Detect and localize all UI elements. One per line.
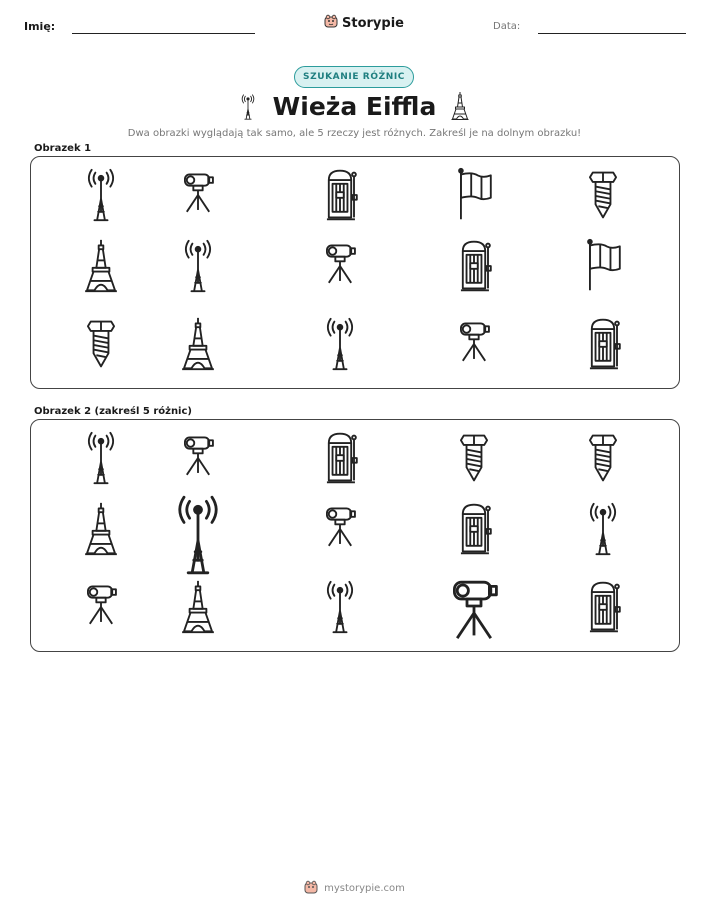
p2-antenna-icon[interactable]	[584, 501, 622, 557]
p1-flag-icon	[584, 238, 622, 294]
p2-antenna-icon[interactable]	[82, 430, 120, 486]
p2-level-icon[interactable]	[446, 571, 502, 655]
p2-cabinet-icon[interactable]	[455, 501, 493, 557]
p1-level-icon	[179, 167, 217, 223]
page-title: Wieża Eiffla	[272, 92, 437, 121]
p1-screw-icon	[584, 167, 622, 223]
storypie-mascot-icon	[324, 14, 338, 32]
panel2-label: Obrazek 2 (zakreśl 5 różnic)	[34, 406, 192, 417]
p1-antenna-icon	[179, 238, 217, 294]
p2-level-icon[interactable]	[321, 501, 359, 557]
name-label: Imię:	[24, 20, 56, 33]
brand-logo	[324, 14, 404, 32]
panel1-picture	[30, 156, 680, 389]
storypie-mascot-icon	[304, 880, 318, 897]
date-line[interactable]	[538, 33, 686, 34]
p2-antenna-icon[interactable]	[170, 493, 226, 577]
p1-eiffel-icon	[179, 316, 217, 372]
p2-screw-icon[interactable]	[584, 430, 622, 486]
p1-antenna-icon	[82, 167, 120, 223]
p1-level-icon	[321, 238, 359, 294]
p1-cabinet-icon	[455, 238, 493, 294]
p1-cabinet-icon	[321, 167, 359, 223]
footer	[0, 880, 709, 897]
p2-level-icon[interactable]	[179, 430, 217, 486]
p1-level-icon	[455, 316, 493, 372]
activity-badge: SZUKANIE RÓŻNIC	[294, 66, 414, 88]
panel1-label: Obrazek 1	[34, 143, 92, 154]
brand-name: Storypie	[342, 15, 404, 31]
p2-screw-icon[interactable]	[455, 430, 493, 486]
p2-eiffel-icon[interactable]	[82, 501, 120, 557]
footer-url[interactable]: mystorypie.com	[324, 883, 405, 894]
instructions: Dwa obrazki wyglądają tak samo, ale 5 rzeczy jest różnych. Zakreśl je na dolnym obrazku!	[127, 128, 582, 139]
name-line[interactable]	[72, 33, 255, 34]
title-right-eiffel-icon	[449, 91, 471, 125]
p2-eiffel-icon[interactable]	[179, 579, 217, 635]
p2-level-icon[interactable]	[82, 579, 120, 635]
p1-antenna-icon	[321, 316, 359, 372]
date-label: Data:	[493, 21, 521, 32]
p1-flag-icon	[455, 167, 493, 223]
p1-screw-icon	[82, 316, 120, 372]
p1-cabinet-icon	[584, 316, 622, 372]
p1-eiffel-icon	[82, 238, 120, 294]
p2-cabinet-icon[interactable]	[584, 579, 622, 635]
p2-antenna-icon[interactable]	[321, 579, 359, 635]
panel2-picture[interactable]	[30, 419, 680, 652]
p2-cabinet-icon[interactable]	[321, 430, 359, 486]
